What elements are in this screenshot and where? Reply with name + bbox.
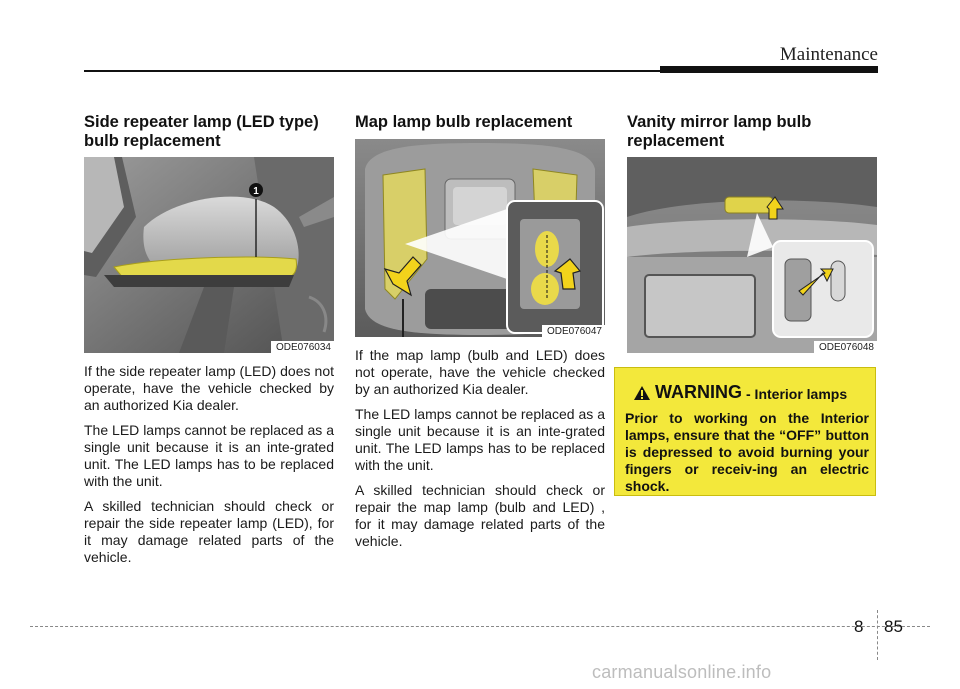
body-map-lamp — [355, 347, 605, 558]
figure-vanity-mirror — [627, 157, 877, 353]
heading-map-lamp: Map lamp bulb replacement — [355, 113, 573, 131]
paragraph: If the side repeater lamp (LED) does not operate, have the vehicle checked by an authorized Kia dealer. — [84, 363, 334, 413]
map-lamp-illustration — [355, 139, 605, 337]
vanity-mirror-illustration — [627, 157, 877, 353]
heading-side-repeater: Side repeater lamp (LED type) bulb replacement — [84, 113, 319, 150]
page-number: 85 — [884, 617, 903, 636]
warning-title: WARNING — [655, 382, 742, 402]
warning-box — [614, 367, 876, 496]
figure-code: ODE076048 — [814, 341, 877, 353]
warning-header — [633, 382, 847, 403]
paragraph: If the map lamp (bulb and LED) does not operate, have the vehicle checked by an authorized Kia dealer. — [355, 347, 605, 397]
body-side-repeater — [84, 363, 334, 574]
header-rule-accent — [660, 66, 878, 73]
figure-side-repeater — [84, 157, 334, 353]
paragraph: The LED lamps cannot be replaced as a single unit because it is an inte-grated unit. The LED lamps has to be replaced with the unit. — [355, 406, 605, 473]
figure-code: ODE076034 — [271, 341, 334, 353]
paragraph: The LED lamps cannot be replaced as a single unit because it is an inte-grated unit. The LED lamps has to be replaced with the unit. — [84, 422, 334, 489]
figure-code: ODE076047 — [542, 325, 605, 337]
footer-rule — [30, 626, 930, 627]
section-title: Maintenance — [779, 44, 878, 65]
footer-divider — [877, 610, 878, 660]
warning-triangle-icon — [633, 385, 651, 401]
column-side-repeater — [84, 113, 334, 151]
column-vanity-mirror — [627, 113, 877, 151]
side-mirror-illustration — [84, 157, 334, 353]
header-rule — [84, 70, 684, 72]
paragraph: A skilled technician should check or repair the map lamp (bulb and LED) , for it may damage related parts of the vehicle. — [355, 482, 605, 549]
column-map-lamp — [355, 113, 605, 132]
paragraph: A skilled technician should check or repair the side repeater lamp (LED), for it may damage related parts of the vehicle. — [84, 498, 334, 565]
callout-number: 1 — [253, 186, 259, 197]
warning-subtitle: - Interior lamps — [746, 386, 848, 402]
section-number: 8 — [854, 617, 864, 636]
warning-text: Prior to working on the Interior lamps, ensure that the “OFF” button is depressed to avoid burning your fingers or receiv-ing an electric shock. — [625, 410, 869, 494]
heading-vanity-mirror: Vanity mirror lamp bulb replacement — [627, 113, 812, 150]
watermark: carmanualsonline.info — [592, 662, 772, 682]
figure-map-lamp — [355, 139, 605, 337]
